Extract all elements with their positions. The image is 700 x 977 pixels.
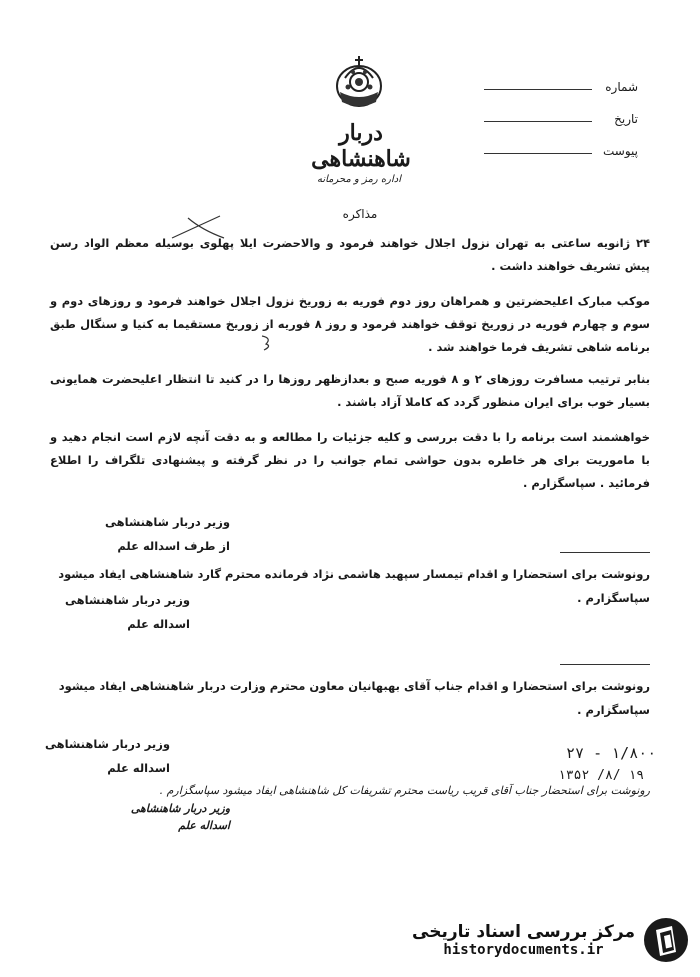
number-field <box>478 62 638 94</box>
signature-title: وزیر دربار شاهنشاهی <box>130 802 230 815</box>
date-label: تاریخ <box>614 112 638 126</box>
signature-block <box>30 800 230 834</box>
carbon-copy-3: رونوشت برای استحضار جناب آقای قریب ریاست محترم تشریفات کل شاهنشاهی ایفاد میشود سپاسگزارم . <box>159 784 650 797</box>
signature-title: وزیر دربار شاهنشاهی <box>65 593 190 607</box>
department-subtitle: اداره رمز و محرمانه <box>316 174 402 185</box>
body-paragraph-3: بنابر ترتیب مسافرت روزهای ۲ و ۸ فوریه صبح و بعدازظهر روزها را در کنید تا انتظار اعلیحضرت همایونی بسیار خوب برای ایران منظور گردد که کاملا آزاد باشند . <box>50 372 651 409</box>
attachment-line <box>484 153 592 154</box>
crown-emblem-icon <box>328 52 390 114</box>
signature-block <box>30 588 190 636</box>
carbon-copy-1: رونوشت برای استحضارا و اقدام تیمسار سپهبد هاشمی نژاد فرمانده محترم گارد شاهنشاهی ایفاد میشود سپاسگزارم . <box>58 567 650 605</box>
reference-number: ۲۷ - ۱/۸۰۰ <box>566 744 657 762</box>
signature-name: اسداله علم <box>107 761 170 775</box>
signature-name: از طرف اسداله علم <box>117 539 230 553</box>
signature-block <box>30 510 230 558</box>
document-heading: مذاکره <box>342 207 378 221</box>
body-paragraph-4: خواهشمند است برنامه را با دقت بررسی و کلیه جزئیات را مطالعه و به دقت آنچه لازم است انجام دهید و با ماموریت برای هر خاطره بدون حواشی تمام جوانب را در نظر گرفته و پیشنهادی تلگراف را اطلاع فرمائید . سپاسگزارم . <box>50 430 650 490</box>
court-title: دربار شاهنشاهی <box>311 120 411 172</box>
date-line <box>484 121 592 122</box>
number-label: شماره <box>605 80 638 94</box>
attachment-label: پیوست <box>603 144 638 158</box>
date-field <box>478 94 638 126</box>
number-line <box>484 89 592 90</box>
signature-title: وزیر دربار شاهنشاهی <box>45 737 170 751</box>
signature-name: اسداله علم <box>178 819 230 832</box>
body-paragraph-1: ۲۴ ژانویه ساعتی به تهران نزول اجلال خواهند فرمود و والاحضرت ایلا پهلوی بوسیله معظم الواد رسن پیش تشریف خواهند داشت . <box>50 236 650 273</box>
archive-logo-icon <box>642 916 690 964</box>
signature-title: وزیر دربار شاهنشاهی <box>105 515 230 529</box>
watermark-title: مرکز بررسی اسناد تاریخی <box>412 922 635 942</box>
divider <box>560 552 650 553</box>
signature-name: اسداله علم <box>127 617 190 631</box>
reference-date: ۱۳۵۲ /۸/ ۱۹ <box>558 768 645 783</box>
signature-block <box>10 732 170 780</box>
document-meta <box>478 62 638 158</box>
handwritten-mark-icon <box>258 332 278 352</box>
carbon-copy-2: رونوشت برای استحضارا و اقدام جناب آقای بهبهانیان معاون محترم وزارت دربار شاهنشاهی ایفاد میشود سپاسگزارم . <box>58 679 650 717</box>
body-paragraph-2: موکب مبارک اعلیحضرتین و همراهان روز دوم فوریه به زوریخ نزول اجلال خواهند فرمود و روزهای دوم و سوم و چهارم فوریه در زوریخ توقف خواهند فرمود و روز ۸ فوریه از زوریخ مستقیما به کنیا و سنگال طبق برنامه شاهی تشریف فرما خواهند شد . <box>50 294 650 354</box>
handwritten-mark-icon <box>168 212 228 242</box>
watermark-site: historydocuments.ir <box>443 942 604 958</box>
divider <box>560 664 650 665</box>
watermark <box>405 910 690 970</box>
attachment-field <box>478 126 638 158</box>
watermark-text <box>405 922 642 958</box>
